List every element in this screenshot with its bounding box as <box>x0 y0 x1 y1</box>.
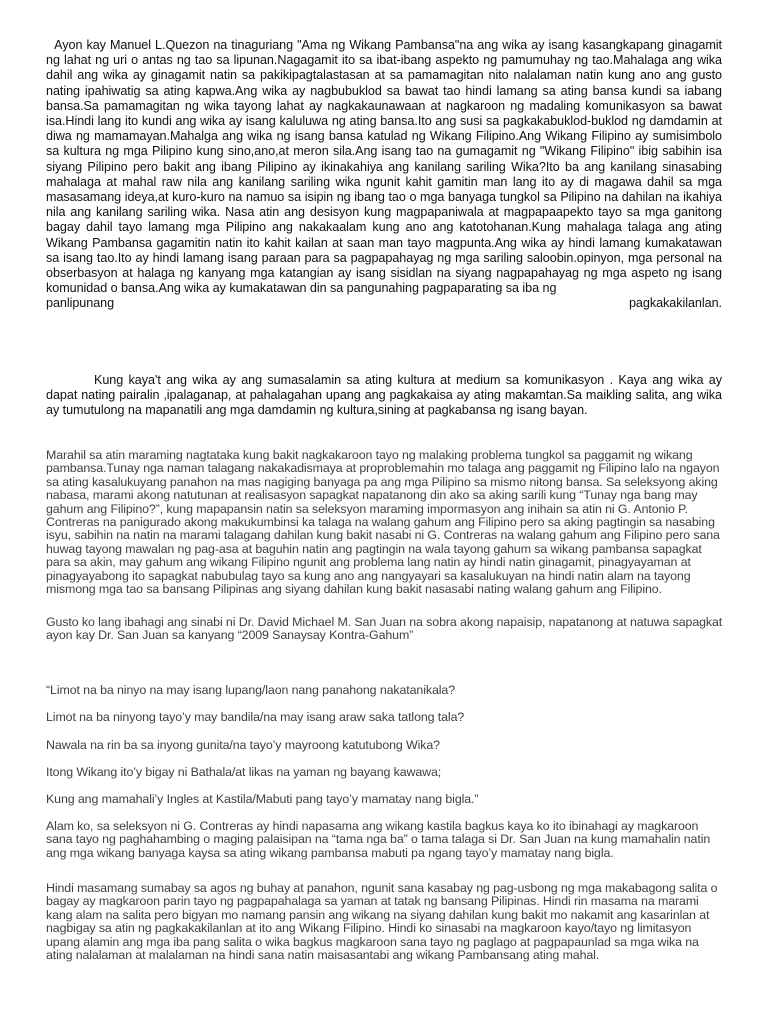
paragraph-quezon-body: Ayon kay Manuel L.Quezon na tinaguriang "Ama ng Wikang Pambansa"na ang wika ay isang kasangkapang ginagamit ng lahat ng uri o antas ng tao sa lipunan.Nagagamit ito sa ibat-ibang aspekto ng pamumuhay ng tao.Mahalaga ang wika dahil ang wika ay ginagamit natin sa pakikipagtalastasan at sa pamamagitan nito nalalaman natin kung ano ang gusto nating ipahiwatig sa ating kapwa.Ang wika ay nagbubuklod sa bawat tao hindi lamang sa ating bansa kundi sa iabang bansa.Sa pamamagitan ng wika tayong lahat ay nagkakaunawaan at nagkaroon ng madaling komunikasyon sa bawat isa.Hindi lang ito kundi ang wika ay isang kaluluwa ng ating bansa.Ito ang susi sa pagkakabuklod-buklod ng damdamin at diwa ng mamamayan.Mahalga ang wika ng isang bansa katulad ng Wikang Filipino.Ang Wikang Filipino ay sumisimbolo sa kultura ng mga Pilipino kung sino,ano,at meron sila.Ang isang tao na gumagamit ng "Wikang Filipino" ibig sabihin isa siyang Pilipino pero bakit ang ibang Pilipino ay ikinakahiya ang kanilang sariling Wika?Ito ba ang kanilang sinasabing mahalaga at mahal raw nila ang kanilang sariling wika ngunit kahit gamitin man lang ito ay di magawa dahil sa mga masasamang ideya,at kuro-kuro na namuo sa isipin ng ibang tao o mga banyaga tungkol sa Pilipino na dahilan na ikahiya nila ang kanilang sariling wika. Nasa atin ang desisyon kung magpapaniwala at magpapaapekto tayo sa mga ganitong bagay dahil tayo lamang mga Pilipino ang nakakaalam kung ano ang katotohanan.Kung mahalaga talaga ang ating Wikang Pambansa gagamitin natin ito kahit kailan at saan man tayo magpunta.Ang wika ay hindi lamang kumakatawan sa isang tao.Ito ay hindi lamang isang paraan para sa pagpapahayag ng mga sariling saloobin.opinyon, mga personal na obserbasyon at halaga ng kanyang mga katangian ay isang sisidlan na siyang nagpapahayag ng mga aspeto ng isang komunidad o bansa.Ang wika ay kumakatawan din sa pangunahing pagpaparating sa iba ng <box>46 38 726 296</box>
poem-line-1: “Limot na ba ninyo na may isang lupang/laon nang panahong nakatanikala? <box>46 683 455 697</box>
paragraph-quezon <box>46 38 726 312</box>
poem-line-3: Nawala na rin ba sa inyong gunita/na tayo’y mayroong katutubong Wika? <box>46 738 440 752</box>
poem-line-4: Itong Wikang ito’y bigay ni Bathala/at likas na yaman ng bayang kawawa; <box>46 765 442 779</box>
paragraph-gahum: Marahil sa atin maraming nagtataka kung bakit nagkakaroon tayo ng malaking problema tungkol sa paggamit ng wikang pambansa.Tunay nga naman talagang nakakadismaya at proproblemahin mo talaga ang paggamit ng Filipino lalo na ngayon sa ating kasalukuyang panahon na mas nagiging banyaga pa ang mga Pilipino sa mismo nitong bansa. Sa seleksyong aking nabasa, marami akong natutunan at realisasyon sapagkat napatanong din ako sa aking sarili kung “Tunay nga bang may gahum ang Filipino?”, kung mapapansin natin sa seleksyon maraming impormasyon ang inihain sa atin ni G. Antonio P. Contreras na panigurado akong makukumbinsi ka talaga na walang gahum ang Filipino pero sa aking pagtingin sa nasabing isyu, sabihin na natin na marami talagang dahilan kung bakit nasabi ni G. Contreras na walang gahum ang Filipino pero sana huwag tayong mawalan ng pag-asa at baguhin natin ang pagtingin na wala tayong gahum sa wikang pambansa sapagkat para sa akin, may gahum ang wikang Filipino ngunit ang problema lang natin ay hindi natin ginagamit, pinagyayaman at pinagyayabong ito sapagkat nabubulag tayo sa kung ano ang nangyayari sa kasalukuyan na hindi natin alam na tayong mismong mga tao sa bansang Pilipinas ang siyang dahilan kung bakit nasasabi nating walang gahum ang Filipino. <box>46 448 720 597</box>
last-line-left: panlipunang <box>46 296 115 311</box>
paragraph-contreras: Alam ko, sa seleksyon ni G. Contreras ay hindi napasama ang wikang kastila bagkus kaya ko ito ibinahagi ay magkaroon sana tayo ng paghahambing o maging palaisipan na “tama nga ba” o tama talaga si Dr. San Juan na kung mamahalin natin ang mga wikang banyaga kaysa sa ating wikang pambansa mabuti pa ngang tayo’y mamatay nang bigla. <box>46 819 711 860</box>
paragraph-quezon-last-line <box>46 296 722 311</box>
paragraph-conclusion: Hindi masamang sumabay sa agos ng buhay at panahon, ngunit sana kasabay ng pag-usbong ng mga makabagong salita o bagay ay magkaroon parin tayo ng pagpapahalaga sa yaman at tatak ng bansang Pilipinas. Hindi rin masama na marami kang alam na salita pero bigyan mo namang pansin ang wikang na siyang dahilan kung bakit mo nakamit ang kasarinlan at nagbigay sa atin ng pagkakakilanlan at ito ang Wikang Filipino. Hindi ko sinasabi na magkaroon kayo/tayo ng limitasyon upang alamin ang mga iba pang salita o wika bagkus magkaroon sana tayo ng paglago at pagpapaunlad sa mga wika na ating nalalaman at malalaman na hindi sana natin maisasantabi ang wikang Pambansang ating mahal. <box>46 881 718 963</box>
paragraph-san-juan: Gusto ko lang ibahagi ang sinabi ni Dr. David Michael M. San Juan na sobra akong napaisip, napatanong at natuwa sapagkat ayon kay Dr. San Juan sa kanyang “2009 Sanaysay Kontra-Gahum” <box>46 615 723 643</box>
poem-line-2: Limot na ba ninyong tayo’y may bandila/na may isang araw saka tatlong tala? <box>46 710 465 724</box>
poem-line-5: Kung ang mamahali’y Ingles at Kastila/Mabuti pang tayo’y mamatay nang bigla.” <box>46 792 479 806</box>
last-line-right: pagkakakilanlan. <box>628 296 722 311</box>
paragraph-kultura: Kung kaya't ang wika ay ang sumasalamin sa ating kultura at medium sa komunikasyon . Kaya ang wika ay dapat nating pairalin ,ipalaganap, at pahalagahan upang ang pagkakaisa ay ating makamtan.Sa maikling salita, ang wika ay tumutulong na mapanatili ang mga damdamin ng kultura,sining at pagkabansa ng isang bayan. <box>46 373 722 418</box>
